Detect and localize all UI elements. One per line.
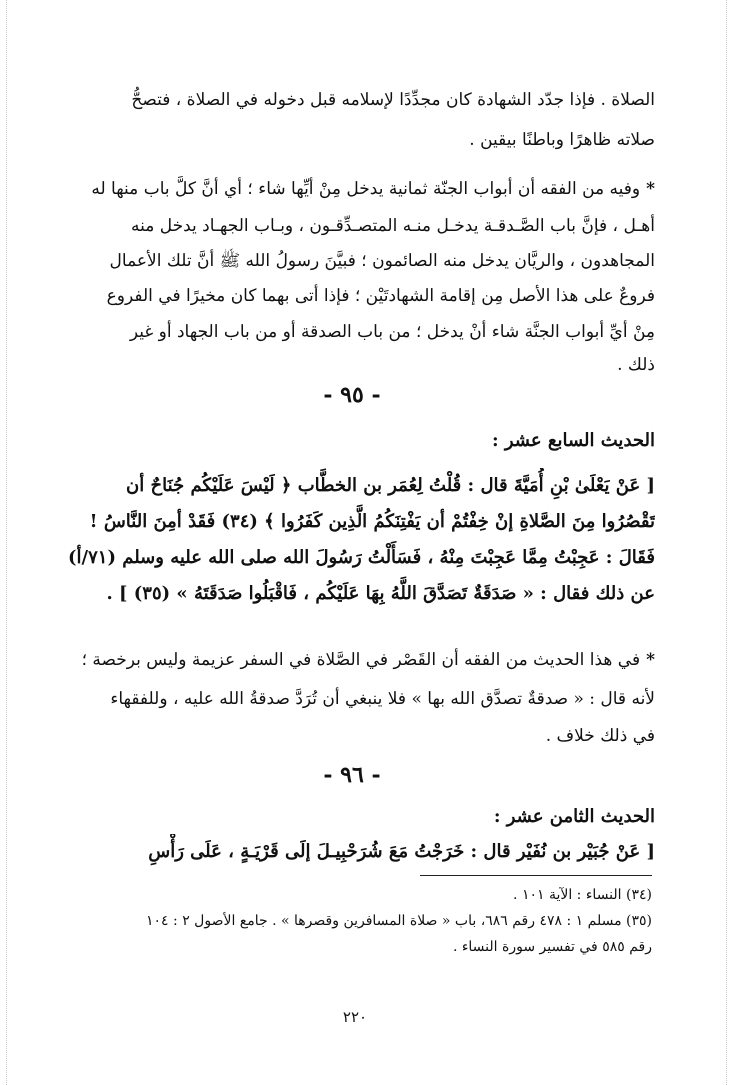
text-line: أهـل ، فإنَّ باب الصَّـدقـة يدخـل منـه المتصـدِّقـون ، وبـاب الجهـاد يدخل منه (130, 216, 655, 236)
hadith-18-text (60, 834, 655, 870)
text-line (60, 170, 655, 208)
hadith-17-text (60, 468, 655, 612)
footnote-divider (420, 875, 652, 876)
text-line: فَقَالَ : عَجِبْتُ مِمَّا عَجِبْتَ مِنْهُ ، فَسَأَلْتُ رَسُولَ الله صلى الله عليه وسلم (٧١/أ) (68, 547, 655, 568)
hadith-17-heading: الحديث السابع عشر : (491, 430, 655, 451)
scan-edge-left (6, 0, 7, 1085)
text-line: عن ذلك فقال : « صَدَقَةٌ تَصَدَّقَ اللَّهُ بِهَا عَلَيْكُم ، فَاقْبَلُوا صَدَقَتَهُ » (٣٥) ] . (106, 583, 655, 604)
text-line: المجاهدون ، والريَّان يدخل منه الصائمون ؛ فبيَّنَ رسولُ الله ﷺ أنَّ تلك الأعمال (109, 251, 655, 271)
text-line-content: وفيه من الفقه أن أبواب الجنّة ثمانية يدخل مِنْ أيِّها شاء ؛ أي أنَّ كلَّ باب منها له (91, 179, 641, 199)
page-number: ٢٢٠ (342, 1008, 368, 1026)
text-line: مِنْ أيِّ أبواب الجنَّة شاء أنْ يدخل ؛ من باب الصدقة أو من باب الجهاد أو غير (129, 322, 655, 342)
paragraph-commentary-2 (60, 640, 655, 754)
text-line (60, 640, 655, 680)
text-line: لأنه قال : « صدقةٌ تصدَّق الله بها » فلا ينبغي أن تُرَدَّ صدقةُ الله عليه ، وللفقهاء (110, 689, 655, 709)
text-line: فروعٌ على هذا الأصل مِن إقامة الشهادتَيْن ؛ فإذا أتى بهما كان مخيرًا في الفروع (106, 286, 655, 306)
text-line: تَقْصُرُوا مِنَ الصَّلاةِ إنْ خِفْتُمْ أن يَفْتِنَكُمُ الَّذِين كَفَرُوا ﴾ (٣٤) فَقَدْ أمِنَ النَّاسُ ! (89, 511, 655, 532)
bullet-marker: * (646, 179, 655, 199)
text-line: في ذلك خلاف . (545, 726, 655, 746)
text-line: صلاته ظاهرًا وباطنًا بيقين . (469, 130, 655, 150)
text-line: [ عَنْ جُبَيْر بن نُفَيْر قال : خَرَجْتُ مَعَ شُرَحْبِيـلَ إلَى قَرْيَـةٍ ، عَلَى رَأْسِ (148, 841, 655, 862)
page-marker-96: - ٩٦ - (323, 762, 381, 788)
paragraph-commentary-1 (60, 170, 655, 380)
text-line: الصلاة . فإذا جدّد الشهادة كان مجدِّدًا لإسلامه قبل دخوله في الصلاة ، فتصحُّ (131, 90, 655, 110)
footnote-line: (٣٤) النساء : الآية ١٠١ . (513, 887, 652, 903)
footnotes (40, 882, 652, 960)
footnote-line: (٣٥) مسلم ١ : ٤٧٨ رقم ٦٨٦، باب « صلاة المسافرين وقصرها » . جامع الأصول ٢ : ١٠٤ (146, 913, 652, 929)
page-marker-95: - ٩٥ - (323, 382, 381, 408)
text-line: ذلك . (617, 355, 655, 375)
hadith-18-heading: الحديث الثامن عشر : (493, 806, 655, 827)
text-line-content: في هذا الحديث من الفقه أن القَصْر في الصَّلاة في السفر عزيمة وليس برخصة ؛ (81, 650, 641, 670)
bullet-marker: * (646, 650, 655, 670)
footnote-line: رقم ٥٨٥ في تفسير سورة النساء . (452, 939, 652, 955)
text-line: [ عَنْ يَعْلَىٰ بْنِ أُمَيَّةَ قال : قُلْتُ لِعُمَر بن الخطَّاب ﴿ لَيْسَ عَلَيْكُم جُنَاحٌ أن (126, 475, 655, 496)
paragraph-continuation (60, 80, 655, 160)
scan-edge-right (726, 0, 727, 1085)
